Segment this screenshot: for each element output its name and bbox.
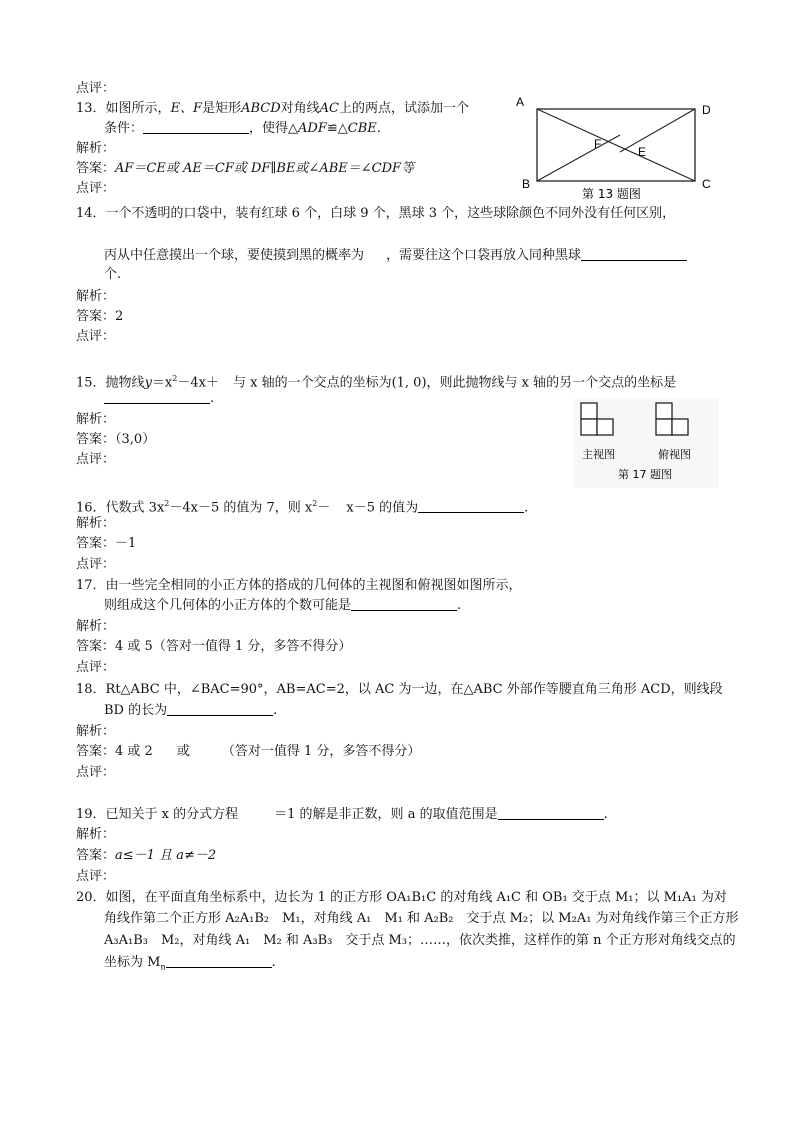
top-cube (656, 403, 672, 419)
q17-number: 17． (76, 578, 106, 593)
q14-line2 (104, 247, 687, 264)
comment-label: 点评： (76, 557, 116, 572)
answer-label: 答案： (76, 161, 116, 176)
answer-text: （3,0） (115, 432, 156, 447)
analysis-label: 解析： (76, 289, 116, 304)
q15-text: 2 (172, 374, 178, 383)
analysis-label: 解析： (76, 141, 116, 156)
q14-text: ，需要往这个口袋再放入同种黑球 (386, 248, 582, 263)
comment-label: 点评： (76, 869, 116, 884)
segment-bf (537, 135, 620, 181)
answer-text: 4 或 5（答对一值得 1 分，多答不得分） (115, 639, 352, 654)
answer-blank[interactable] (166, 955, 272, 968)
q15-text: y (144, 375, 152, 391)
q20-line2: 角线作第二个正方形 A₂A₁B₂ M₁，对角线 A₁ M₁ 和 A₂B₂ 交于点 M₂；以 M₂A₁ 为对角线作第三个正方形 (104, 911, 739, 926)
q16-line1 (76, 495, 528, 516)
q13-text: ，使得△ (249, 121, 299, 136)
comment-label: 点评： (76, 452, 116, 467)
q15-line2 (104, 390, 214, 407)
answer-text: a≤－1 且 a≠－2 (115, 848, 217, 863)
q17-line1 (76, 577, 522, 594)
answer-text: 或 (176, 744, 190, 759)
answer-blank[interactable] (143, 121, 249, 134)
answer-text: －1 (115, 536, 137, 551)
q13-text: CBE (347, 121, 377, 136)
analysis-label: 解析： (76, 827, 116, 842)
front-cube (581, 403, 597, 419)
top-cube (672, 419, 688, 435)
q14-answer (76, 308, 123, 325)
q13-text: 是矩形 (202, 101, 242, 116)
answer-label: 答案： (76, 848, 116, 863)
q13-text: E、F (170, 101, 203, 116)
comment-label: 点评： (76, 81, 116, 96)
top-view-label: 俯视图 (658, 448, 691, 461)
q13-text: ≌△ (326, 121, 348, 136)
q15-text: 与 x 轴的一个交点的坐标为(1, 0)，则此抛物线与 x 轴的另一个交点的坐标是 (232, 375, 677, 391)
q19-number: 19． (76, 807, 106, 822)
answer-label: 答案： (76, 432, 116, 447)
q16-text: 2 (312, 499, 318, 508)
analysis-label: 解析： (76, 412, 116, 427)
answer-label: 答案： (76, 744, 116, 759)
q15-answer (76, 431, 155, 448)
q18-answer (76, 743, 420, 760)
answer-text: AF＝CE或 AE＝CF或 DF∥BE或∠ABE＝∠CDF等 (115, 161, 415, 176)
q13-text: . (376, 121, 381, 136)
q16-number: 16． (76, 500, 106, 516)
top-cube (656, 419, 672, 435)
q19-answer (76, 847, 216, 864)
q18-number: 18． (76, 682, 106, 697)
q15-text: 抛物线 (105, 375, 145, 391)
q20-line3: A₃A₁B₃ M₂，对角线 A₁ M₂ 和 A₃B₃ 交于点 M₃；……，依次类推，这样作的第 n 个正方形对角线交点的 (104, 933, 736, 948)
q13-line1 (76, 100, 469, 117)
front-cube (597, 419, 613, 435)
q18-text: BD 的长为 (104, 703, 168, 718)
label-c: C (702, 177, 711, 191)
q14-text: 丙从中任意摸出一个球，要使摸到黑的概率为 (104, 248, 365, 263)
q20-text: . (271, 955, 276, 970)
answer-text: 4 或 2 (115, 744, 153, 759)
q14-number: 14． (76, 206, 106, 221)
answer-blank[interactable] (167, 703, 273, 716)
q17-text: 由一些完全相同的小正方体的搭成的几何体的主视图和俯视图如图所示， (105, 578, 522, 593)
label-d: D (702, 103, 711, 117)
q19-text: . (603, 807, 608, 822)
answer-blank[interactable] (581, 248, 687, 261)
q13-text: 条件： (104, 121, 144, 136)
answer-blank[interactable] (104, 391, 210, 404)
q20-number: 20． (76, 890, 106, 905)
label-e: E (638, 145, 647, 159)
label-f: F (594, 137, 602, 151)
comment-label: 点评： (76, 660, 116, 675)
answer-label: 答案： (76, 536, 116, 551)
comment-label: 点评： (76, 765, 116, 780)
q15-text: ＝x (151, 375, 173, 391)
answer-label: 答案： (76, 309, 116, 324)
q16-text: . (524, 500, 529, 516)
label-b: B (522, 177, 531, 191)
q13-text: 如图所示， (105, 101, 171, 116)
label-a: A (516, 95, 525, 109)
q15-line1 (76, 370, 676, 391)
q13-text: ABCD (241, 101, 281, 116)
q13-text: ADF (298, 121, 327, 136)
q16-text: x－5 的值为 (346, 500, 419, 516)
answer-text: （答对一值得 1 分，多答不得分） (221, 744, 421, 759)
answer-blank[interactable] (351, 598, 457, 611)
q15-number: 15． (76, 375, 106, 391)
q16-text: 代数式 3x (105, 500, 165, 516)
q18-text: . (273, 703, 278, 718)
q20-line4 (104, 954, 276, 976)
q19-text: 已知关于 x 的分式方程 (105, 807, 239, 822)
q17-text: 则组成这个几何体的小正方体的个数可能是 (104, 598, 352, 613)
figure-caption: 第 13 题图 (582, 187, 641, 200)
q14-text: 一个不透明的口袋中，装有红球 6 个，白球 9 个，黑球 3 个，这些球除颜色不同外没有任何区别， (105, 206, 676, 221)
segment-de (620, 109, 695, 152)
q17-figure (574, 398, 719, 488)
answer-text: 2 (115, 309, 124, 324)
q20-line1 (76, 889, 727, 906)
answer-blank[interactable] (418, 500, 524, 513)
q13-figure (510, 92, 720, 200)
q17-answer (76, 638, 351, 655)
analysis-label: 解析： (76, 516, 116, 531)
q15-text: －4x＋ (177, 375, 219, 391)
answer-label: 答案： (76, 639, 116, 654)
q17-line2 (104, 597, 461, 614)
q16-text: － (317, 500, 331, 516)
q19-line1 (76, 806, 608, 823)
q16-answer (76, 535, 136, 552)
q13-text: 上的两点，试添加一个 (339, 101, 470, 116)
q18-text: Rt△ABC 中，∠BAC=90°，AB=AC=2，以 AC 为一边，在△ABC 外部作等腰直角三角形 ACD，则线段 (105, 682, 723, 697)
diagonal-ac (537, 109, 695, 181)
q17-text: . (457, 598, 462, 613)
q13-answer (76, 160, 414, 177)
q13-number: 13． (76, 101, 106, 116)
q13-line2 (104, 120, 381, 137)
q14-line3: 个. (104, 267, 122, 282)
front-cube (581, 419, 597, 435)
analysis-label: 解析： (76, 724, 116, 739)
q20-text: 如图，在平面直角坐标系中，边长为 1 的正方形 OA₁B₁C 的对角线 A₁C 和 OB₁ 交于点 M₁；以 M₁A₁ 为对 (105, 890, 727, 905)
q16-text: －4x－5 的值为 7，则 x (169, 500, 313, 516)
figure-caption: 第 17 题图 (618, 468, 672, 481)
q15-text: . (210, 391, 215, 406)
q13-text: 对角线 (280, 101, 320, 116)
q18-line2 (104, 702, 277, 719)
q16-text: 2 (164, 499, 170, 508)
q20-text: 坐标为 M (104, 955, 161, 970)
front-view-label: 主视图 (582, 448, 615, 461)
q18-line1 (76, 681, 723, 698)
comment-label: 点评： (76, 329, 116, 344)
q13-text: AC (319, 101, 340, 116)
comment-label: 点评： (76, 181, 116, 196)
analysis-label: 解析： (76, 619, 116, 634)
q20-text: n (160, 962, 166, 972)
answer-blank[interactable] (498, 807, 604, 820)
q19-text: ＝1 的解是非正数，则 a 的取值范围是 (274, 807, 498, 822)
q14-line1 (76, 205, 675, 222)
